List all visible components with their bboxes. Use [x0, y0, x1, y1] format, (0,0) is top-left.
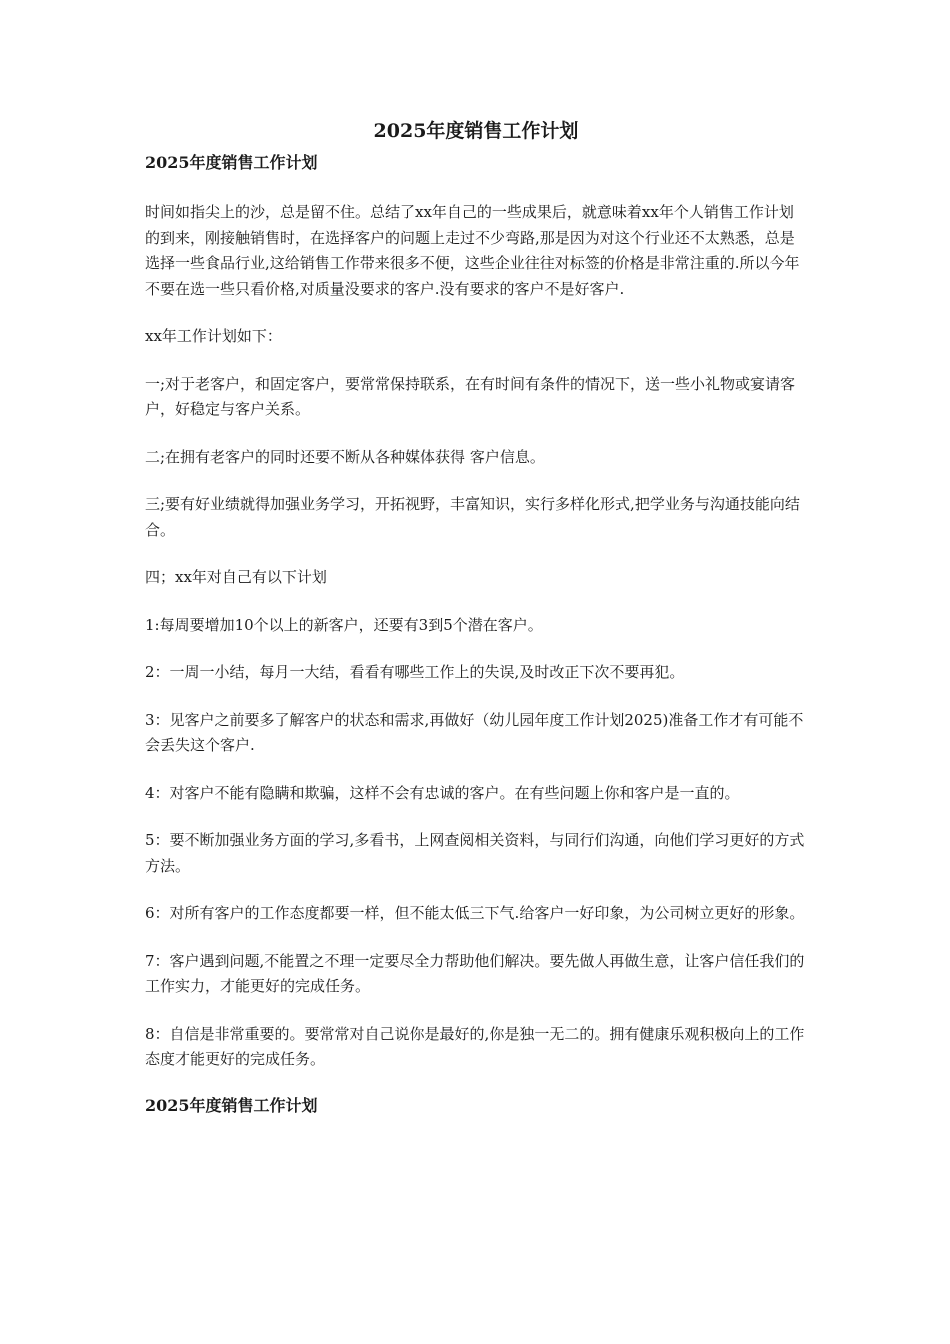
paragraph-item-1: 一;对于老客户，和固定客户，要常常保持联系，在有时间有条件的情况下，送一些小礼物或宴请客户，好稳定与客户关系。 [145, 374, 796, 418]
paragraph-sub-3: 3：见客户之前要多了解客户的状态和需求,再做好（幼儿园年度工作计划2025)准备工作才有可能不会丢失这个客户. [145, 710, 804, 754]
paragraph-item-3: 三;要有好业绩就得加强业务学习，开拓视野，丰富知识，实行多样化形式,把学业务与沟通技能向结合。 [145, 495, 800, 539]
document-page [145, 118, 807, 1143]
paragraph-sub-4: 4：对客户不能有隐瞒和欺骗，这样不会有忠诚的客户。在有些问题上你和客户是一直的。 [145, 783, 740, 802]
paragraph-sub-5: 5：要不断加强业务方面的学习,多看书，上网查阅相关资料，与同行们沟通，向他们学习更好的方式方法。 [145, 831, 805, 875]
paragraph-sub-1: 1:每周要增加10个以上的新客户，还要有3到5个潜在客户。 [145, 615, 543, 634]
paragraph-sub-7: 7：客户遇到问题,不能置之不理一定要尽全力帮助他们解决。要先做人再做生意，让客户信任我们的工作实力，才能更好的完成任务。 [145, 951, 805, 995]
paragraph-sub-2: 2：一周一小结，每月一大结，看看有哪些工作上的失误,及时改正下次不要再犯。 [145, 663, 685, 681]
paragraph-item-4: 四；xx年对自己有以下计划 [145, 568, 327, 586]
section-heading-top: 2025年度销售工作计划 [145, 153, 318, 172]
document-title: 2025年度销售工作计划 [373, 120, 579, 142]
paragraph-intro: 时间如指尖上的沙，总是留不住。总结了xx年自己的一些成果后，就意味着xx年个人销售工作计划的到来，刚接触销售时，在选择客户的问题上走过不少弯路,那是因为对这个行业还不太熟悉，总是选择一些食品行业,这给销售工作带来很多不便，这些企业往往对标签的价格是非常注重的.所以今年不要在选一些只看价格,对质量没要求的客户.没有要求的客户不是好客户. [145, 203, 800, 298]
paragraph-sub-8: 8：自信是非常重要的。要常常对自己说你是最好的,你是独一无二的。拥有健康乐观积极向上的工作态度才能更好的完成任务。 [145, 1024, 805, 1068]
paragraph-item-2: 二;在拥有老客户的同时还要不断从各种媒体获得 客户信息。 [145, 447, 545, 466]
paragraph-plan-intro: xx年工作计划如下： [145, 327, 282, 345]
paragraph-sub-6: 6：对所有客户的工作态度都要一样，但不能太低三下气.给客户一好印象，为公司树立更好的形象。 [145, 904, 805, 922]
section-heading-bottom: 2025年度销售工作计划 [145, 1095, 318, 1115]
